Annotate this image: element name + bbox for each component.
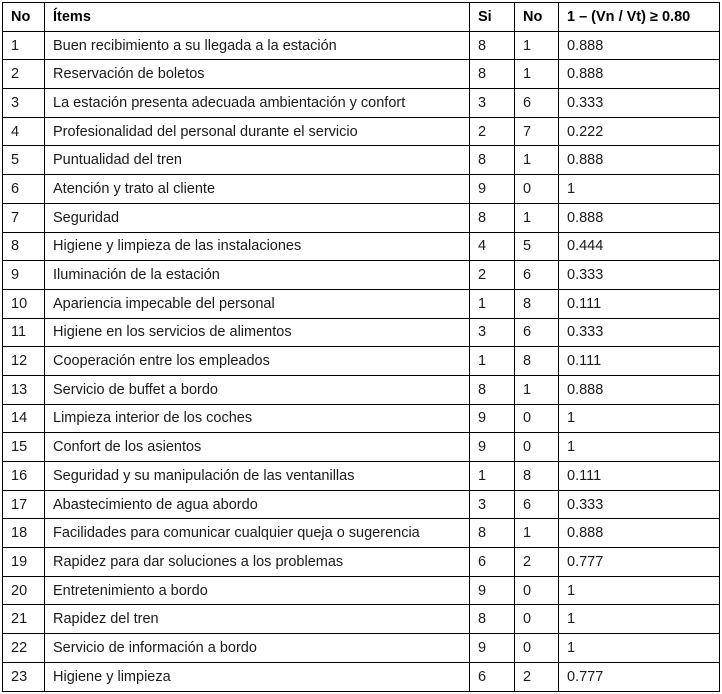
cell-no-vote: 6	[515, 261, 559, 290]
table-row	[3, 60, 720, 89]
table-row	[3, 605, 720, 634]
table-row	[3, 404, 720, 433]
cell-no: 21	[3, 605, 45, 634]
cell-si: 8	[470, 375, 515, 404]
cell-value: 0.444	[559, 232, 720, 261]
cell-si: 8	[470, 60, 515, 89]
cell-value: 0.777	[559, 662, 720, 691]
cell-si: 1	[470, 347, 515, 376]
cell-no: 19	[3, 548, 45, 577]
cell-no: 14	[3, 404, 45, 433]
cell-item: Facilidades para comunicar cualquier queja o sugerencia	[45, 519, 470, 548]
cell-no: 15	[3, 433, 45, 462]
cell-no: 1	[3, 31, 45, 60]
table-row	[3, 203, 720, 232]
table-row	[3, 31, 720, 60]
table-row	[3, 462, 720, 491]
cell-no-vote: 0	[515, 605, 559, 634]
cell-no-vote: 5	[515, 232, 559, 261]
cell-item: Higiene y limpieza de las instalaciones	[45, 232, 470, 261]
cell-value: 0.888	[559, 31, 720, 60]
table-row	[3, 548, 720, 577]
cell-value: 1	[559, 175, 720, 204]
cell-si: 9	[470, 175, 515, 204]
cell-no-vote: 0	[515, 175, 559, 204]
cell-si: 4	[470, 232, 515, 261]
cell-no: 23	[3, 662, 45, 691]
cell-value: 1	[559, 576, 720, 605]
cell-no-vote: 0	[515, 576, 559, 605]
table-row	[3, 634, 720, 663]
cell-value: 0.888	[559, 146, 720, 175]
cell-no-vote: 6	[515, 490, 559, 519]
cell-si: 1	[470, 289, 515, 318]
cell-item: Reservación de boletos	[45, 60, 470, 89]
cell-item: Atención y trato al cliente	[45, 175, 470, 204]
cell-item: Confort de los asientos	[45, 433, 470, 462]
cell-item: Cooperación entre los empleados	[45, 347, 470, 376]
cell-value: 1	[559, 605, 720, 634]
cell-item: Higiene y limpieza	[45, 662, 470, 691]
header-row	[3, 3, 720, 32]
cell-no: 7	[3, 203, 45, 232]
cell-item: Seguridad y su manipulación de las ventanillas	[45, 462, 470, 491]
cell-no: 10	[3, 289, 45, 318]
table-body	[3, 31, 720, 691]
cell-no-vote: 6	[515, 89, 559, 118]
cell-si: 2	[470, 261, 515, 290]
cell-no-vote: 0	[515, 634, 559, 663]
cell-value: 0.777	[559, 548, 720, 577]
cell-si: 8	[470, 605, 515, 634]
table-row	[3, 146, 720, 175]
cell-no: 4	[3, 117, 45, 146]
cell-value: 1	[559, 404, 720, 433]
cell-item: Profesionalidad del personal durante el servicio	[45, 117, 470, 146]
cell-no: 11	[3, 318, 45, 347]
table-row	[3, 375, 720, 404]
cell-si: 9	[470, 634, 515, 663]
cell-value: 0.333	[559, 261, 720, 290]
cell-si: 6	[470, 548, 515, 577]
cell-no-vote: 1	[515, 203, 559, 232]
survey-table-container	[2, 2, 720, 692]
cell-no-vote: 1	[515, 146, 559, 175]
cell-no-vote: 6	[515, 318, 559, 347]
table-row	[3, 519, 720, 548]
cell-no-vote: 8	[515, 462, 559, 491]
cell-no: 5	[3, 146, 45, 175]
cell-item: Iluminación de la estación	[45, 261, 470, 290]
table-row	[3, 232, 720, 261]
cell-item: La estación presenta adecuada ambientación y confort	[45, 89, 470, 118]
cell-item: Servicio de información a bordo	[45, 634, 470, 663]
cell-no: 20	[3, 576, 45, 605]
cell-item: Rapidez del tren	[45, 605, 470, 634]
cell-no: 2	[3, 60, 45, 89]
table-row	[3, 662, 720, 691]
cell-item: Servicio de buffet a bordo	[45, 375, 470, 404]
cell-no-vote: 7	[515, 117, 559, 146]
cell-value: 0.111	[559, 289, 720, 318]
cell-no-vote: 1	[515, 60, 559, 89]
table-row	[3, 318, 720, 347]
table-row	[3, 347, 720, 376]
cell-no: 12	[3, 347, 45, 376]
table-row	[3, 117, 720, 146]
cell-si: 3	[470, 89, 515, 118]
table-row	[3, 261, 720, 290]
header-si: Si	[470, 3, 515, 32]
cell-no-vote: 1	[515, 519, 559, 548]
cell-si: 2	[470, 117, 515, 146]
cell-si: 8	[470, 146, 515, 175]
cell-si: 8	[470, 519, 515, 548]
cell-si: 3	[470, 318, 515, 347]
cell-si: 9	[470, 433, 515, 462]
header-no: No	[3, 3, 45, 32]
cell-no-vote: 2	[515, 662, 559, 691]
header-items: Ítems	[45, 3, 470, 32]
cell-si: 1	[470, 462, 515, 491]
table-row	[3, 89, 720, 118]
cell-value: 1	[559, 634, 720, 663]
survey-results-table	[2, 2, 720, 692]
cell-si: 9	[470, 576, 515, 605]
cell-item: Higiene en los servicios de alimentos	[45, 318, 470, 347]
table-row	[3, 289, 720, 318]
table-row	[3, 576, 720, 605]
cell-value: 0.333	[559, 490, 720, 519]
cell-value: 0.888	[559, 203, 720, 232]
cell-no: 13	[3, 375, 45, 404]
cell-item: Limpieza interior de los coches	[45, 404, 470, 433]
cell-si: 6	[470, 662, 515, 691]
cell-value: 0.222	[559, 117, 720, 146]
cell-item: Apariencia impecable del personal	[45, 289, 470, 318]
cell-no-vote: 8	[515, 347, 559, 376]
cell-no: 6	[3, 175, 45, 204]
cell-no: 9	[3, 261, 45, 290]
cell-value: 0.111	[559, 462, 720, 491]
cell-value: 1	[559, 433, 720, 462]
header-formula: 1 – (Vn / Vt) ≥ 0.80	[559, 3, 720, 32]
cell-value: 0.333	[559, 318, 720, 347]
cell-no: 3	[3, 89, 45, 118]
cell-no: 18	[3, 519, 45, 548]
cell-value: 0.333	[559, 89, 720, 118]
cell-si: 8	[470, 31, 515, 60]
cell-no-vote: 1	[515, 375, 559, 404]
cell-item: Rapidez para dar soluciones a los problemas	[45, 548, 470, 577]
cell-item: Entretenimiento a bordo	[45, 576, 470, 605]
cell-no: 16	[3, 462, 45, 491]
cell-item: Puntualidad del tren	[45, 146, 470, 175]
table-row	[3, 175, 720, 204]
cell-item: Seguridad	[45, 203, 470, 232]
cell-item: Abastecimiento de agua abordo	[45, 490, 470, 519]
cell-no: 22	[3, 634, 45, 663]
cell-si: 8	[470, 203, 515, 232]
header-no-vote: No	[515, 3, 559, 32]
cell-value: 0.888	[559, 519, 720, 548]
cell-value: 0.888	[559, 375, 720, 404]
cell-no-vote: 8	[515, 289, 559, 318]
cell-no: 17	[3, 490, 45, 519]
cell-item: Buen recibimiento a su llegada a la estación	[45, 31, 470, 60]
cell-value: 0.888	[559, 60, 720, 89]
cell-value: 0.111	[559, 347, 720, 376]
cell-no-vote: 0	[515, 404, 559, 433]
cell-no-vote: 0	[515, 433, 559, 462]
table-row	[3, 433, 720, 462]
cell-si: 3	[470, 490, 515, 519]
cell-si: 9	[470, 404, 515, 433]
table-row	[3, 490, 720, 519]
cell-no-vote: 2	[515, 548, 559, 577]
cell-no-vote: 1	[515, 31, 559, 60]
cell-no: 8	[3, 232, 45, 261]
